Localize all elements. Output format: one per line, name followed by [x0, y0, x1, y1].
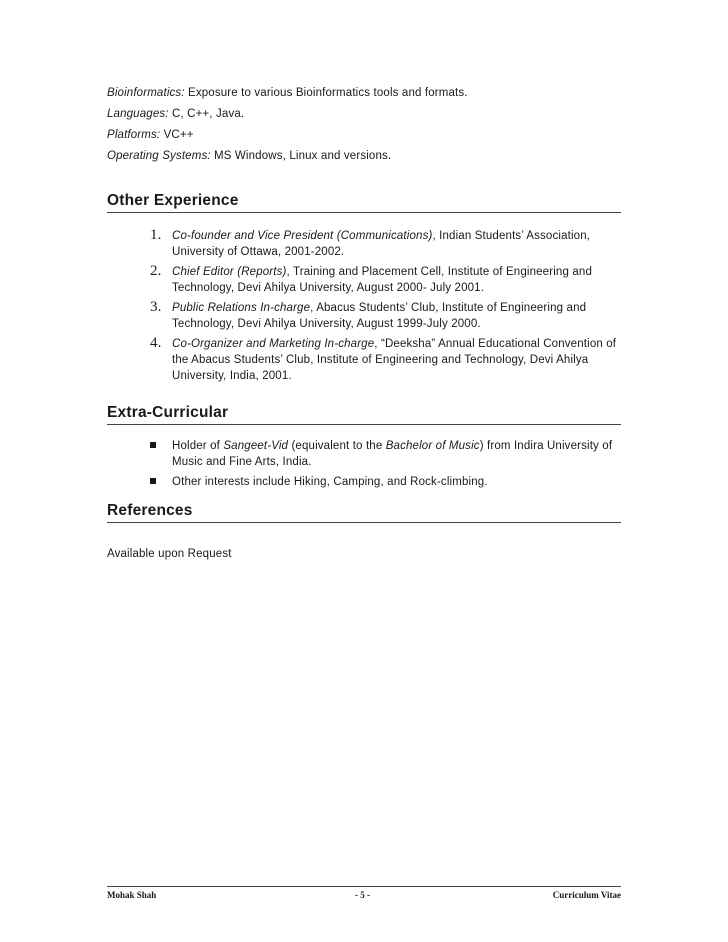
- list-number: 3.: [150, 299, 162, 315]
- square-bullet-icon: [150, 478, 156, 484]
- skill-label: Operating Systems:: [107, 150, 211, 162]
- list-number: 2.: [150, 263, 162, 279]
- skill-line: [107, 107, 468, 128]
- footer-page-number: - 5 -: [355, 890, 370, 900]
- item-italic-text: Sangeet-Vid: [223, 440, 289, 452]
- skill-label: Languages:: [107, 108, 169, 120]
- list-number: 4.: [150, 335, 162, 351]
- references-text: Available upon Request: [107, 548, 232, 560]
- role-title: Public Relations In-charge: [172, 302, 311, 314]
- list-item: [150, 474, 622, 490]
- list-item: [150, 228, 622, 260]
- skill-text: VC++: [160, 129, 194, 141]
- skill-line: [107, 128, 468, 149]
- role-details: , Training and Placement Cell, Institute of Engineering and Technology, Devi Ahilya University, August 2000- July 2001.: [172, 266, 592, 294]
- skill-line: [107, 149, 468, 170]
- role-title: Co-founder and Vice President (Communications): [172, 230, 433, 242]
- section-heading-other-experience: Other Experience: [107, 192, 621, 213]
- skill-text: MS Windows, Linux and versions.: [210, 150, 392, 162]
- role-details: , Abacus Students’ Club, Institute of Engineering and Technology, Devi Ahilya University, August 1999-July 2000.: [172, 302, 587, 330]
- section-heading-extra-curricular: Extra-Curricular: [107, 404, 621, 425]
- item-text: (equivalent to the: [288, 440, 386, 452]
- item-text: Holder of: [172, 440, 224, 452]
- item-text: Other interests include Hiking, Camping, and Rock-climbing.: [172, 476, 488, 488]
- section-heading-references: References: [107, 502, 621, 523]
- item-text: ) from Indira University of Music and Fine Arts, India.: [172, 440, 613, 468]
- role-details: , “Deeksha” Annual Educational Convention of the Abacus Students’ Club, Institute of Engineering and Technology, Devi Ahilya University, India, 2001.: [172, 338, 617, 382]
- page-footer: [107, 886, 621, 900]
- list-item: [150, 438, 622, 470]
- footer-author: Mohak Shah: [107, 890, 157, 900]
- footer-document-title: Curriculum Vitae: [552, 890, 621, 900]
- skill-text: Exposure to various Bioinformatics tools and formats.: [184, 87, 468, 99]
- role-details: , Indian Students’ Association, University of Ottawa, 2001-2002.: [172, 230, 591, 258]
- extra-curricular-list: [150, 438, 622, 494]
- skill-label: Platforms:: [107, 129, 161, 141]
- skill-line: [107, 86, 468, 107]
- item-italic-text: Bachelor of Music: [385, 440, 480, 452]
- role-title: Co-Organizer and Marketing In-charge: [172, 338, 375, 350]
- list-number: 1.: [150, 227, 162, 243]
- list-item: [150, 300, 622, 332]
- skill-label: Bioinformatics:: [107, 87, 185, 99]
- role-title: Chief Editor (Reports): [172, 266, 287, 278]
- square-bullet-icon: [150, 442, 156, 448]
- skills-block: [107, 86, 468, 170]
- other-experience-list: [150, 228, 622, 388]
- skill-text: C, C++, Java.: [168, 108, 245, 120]
- list-item: [150, 264, 622, 296]
- list-item: [150, 336, 622, 384]
